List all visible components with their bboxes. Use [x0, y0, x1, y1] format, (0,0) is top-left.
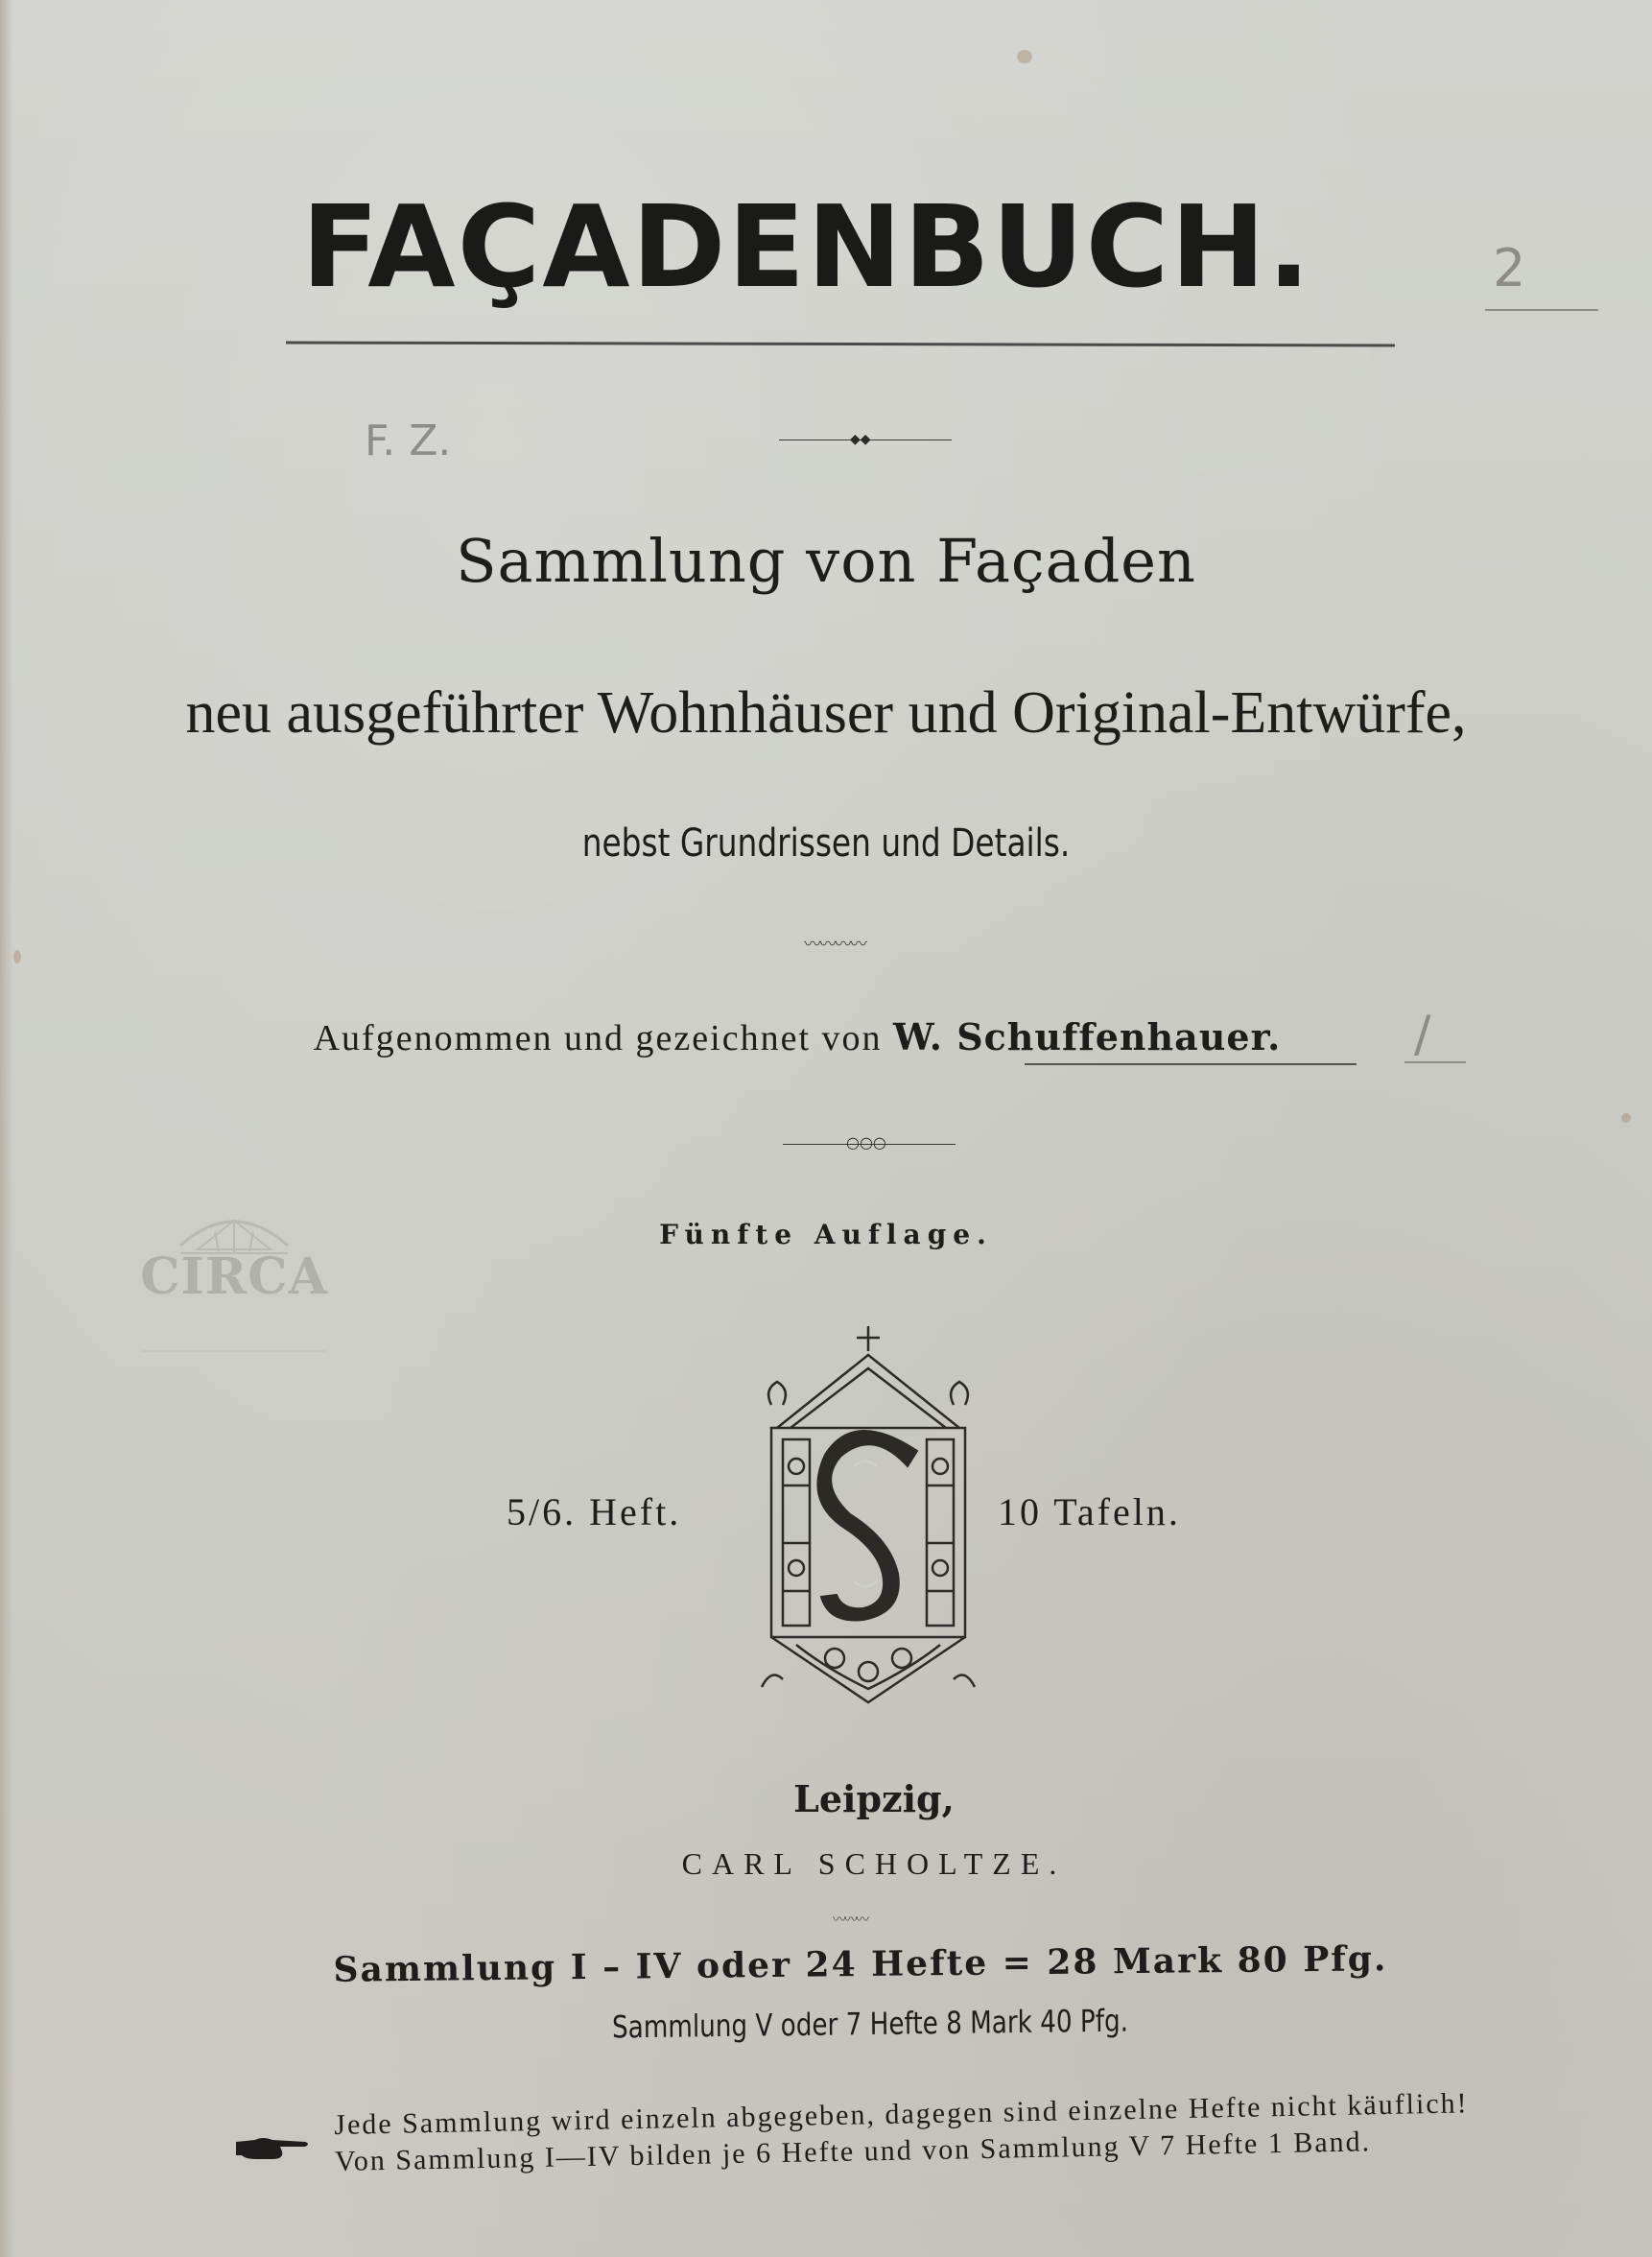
pencil-note-top-left: F. Z. [365, 416, 452, 465]
paper-stain [13, 950, 21, 963]
pencil-mark-author: / [1414, 1006, 1431, 1063]
pencil-stroke-author [1404, 1061, 1466, 1063]
ornament-wave-1: 〰〰〰〰 [804, 935, 865, 955]
ornament-wave-2: 〰〰〰 [833, 1913, 867, 1928]
publisher-name: CARL SCHOLTZE. [681, 1846, 1067, 1881]
price-line-1: Sammlung I – IV oder 24 Hefte = 28 Mark 80 Pfg. [333, 1938, 1388, 1990]
publisher-emblem-icon [758, 1322, 979, 1712]
ornament-diamond: ◆◆ [850, 432, 871, 447]
edition: Fünfte Auflage. [659, 1219, 993, 1250]
ornament-rings: ○○○ [846, 1133, 886, 1152]
publisher-city: Leipzig, [793, 1777, 955, 1820]
subtitle-line-2: neu ausgeführter Wohnhäuser und Original-Entwürfe, [185, 680, 1467, 746]
pencil-stroke [1485, 309, 1598, 311]
author-underline [1025, 1063, 1357, 1065]
paper-edge [0, 0, 13, 2257]
sales-notice [334, 2085, 1470, 2180]
notice-line-2: Von Sammlung I—IV bilden je 6 Hefte und von Sammlung V 7 Hefte 1 Band. [334, 2126, 1372, 2177]
author-line [0, 1015, 1623, 1059]
pointing-hand-icon [234, 2132, 311, 2165]
title-underline [286, 341, 1395, 346]
issue-number: 5/6. Heft. [507, 1490, 682, 1533]
plate-count: 10 Tafeln. [998, 1490, 1181, 1533]
price-line-2: Sammlung V oder 7 Hefte 8 Mark 40 Pfg. [611, 2002, 1129, 2046]
book-title: FAÇADENBUCH. [301, 180, 1312, 313]
paper-stain [1621, 1113, 1631, 1123]
paper-stain [1017, 50, 1032, 63]
notice-line-1: Jede Sammlung wird einzeln abgegeben, dagegen sind einzelne Hefte nicht käuflich! [334, 2087, 1469, 2141]
circa-watermark-text: CIRCA [140, 1247, 328, 1306]
author-name: W. Schuffenhauer. [893, 1015, 1282, 1058]
recorded-by-label: Aufgenommen und gezeichnet von [313, 1018, 883, 1058]
pencil-note-top-right: 2 [1493, 238, 1526, 298]
subtitle-line-3: nebst Grundrissen und Details. [581, 821, 1071, 866]
subtitle-line-1: Sammlung von Façaden [456, 526, 1196, 596]
